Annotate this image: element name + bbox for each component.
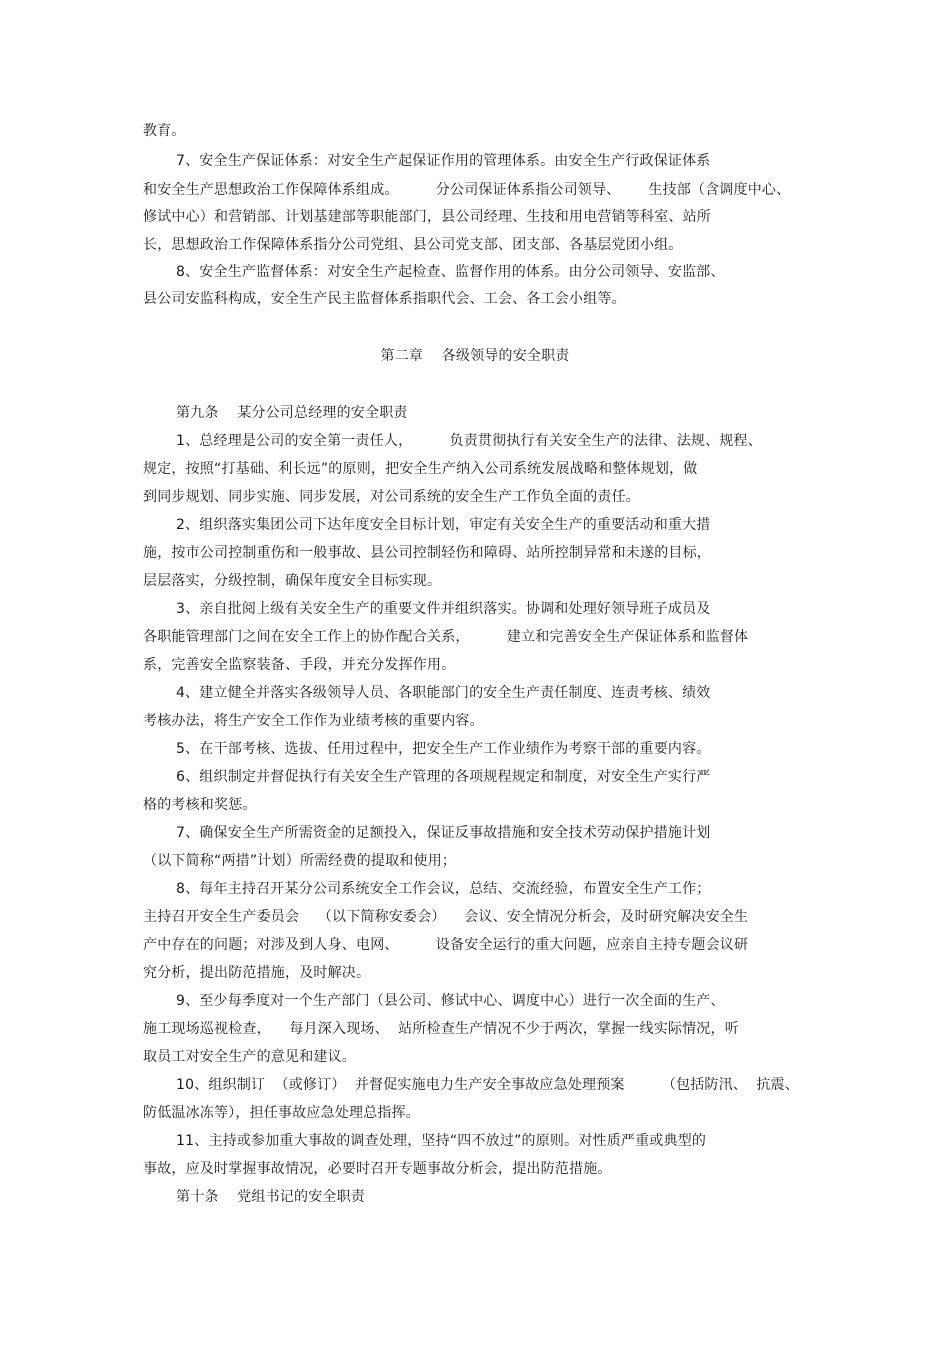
text-line: 11、主持或参加重大事故的调查处理，坚持“四不放过”的原则。对性质严重或典型的	[176, 1133, 707, 1149]
text-line: 产中存在的问题；对涉及到人身、电网、 设备安全运行的重大问题，应亲自主持专题会议研	[143, 937, 749, 953]
text-line: 考核办法，将生产安全工作作为业绩考核的重要内容。	[143, 713, 484, 729]
text-line: 施，按市公司控制重伤和一般事故、县公司控制轻伤和障碍、站所控制异常和未遂的目标，	[143, 545, 711, 561]
text-line: 究分析，提出防范措施，及时解决。	[143, 965, 371, 981]
article-title: 第十条 党组书记的安全职责	[176, 1189, 365, 1205]
text-line: 10、组织制订 （或修订） 并督促实施电力生产安全事故应急处理预案 （包括防汛、 抗震、	[176, 1077, 799, 1093]
text-line: 取员工对安全生产的意见和建议。	[143, 1049, 356, 1065]
text-line: 防低温冰冻等），担任事故应急处理总指挥。	[143, 1105, 420, 1121]
text-line: 事故，应及时掌握事故情况，必要时召开专题事故分析会，提出防范措施。	[143, 1161, 612, 1177]
text-line: 3、亲自批阅上级有关安全生产的重要文件并组织落实。协调和处理好领导班子成员及	[176, 601, 711, 617]
text-line: 到同步规划、同步实施、同步发展，对公司系统的安全生产工作负全面的责任。	[143, 489, 640, 505]
text-line: 6、组织制定并督促执行有关安全生产管理的各项规程规定和制度，对安全生产实行严	[176, 769, 711, 785]
text-line: 格的考核和奖惩。	[143, 797, 257, 813]
text-line: 7、确保安全生产所需资金的足额投入，保证反事故措施和安全技术劳动保护措施计划	[176, 825, 711, 841]
text-line: 5、在干部考核、选拔、任用过程中，把安全生产工作业绩作为考察干部的重要内容。	[176, 741, 711, 757]
text-line: 修试中心）和营销部、计划基建部等职能部门，县公司经理、生技和用电营销等科室、站所	[143, 209, 711, 225]
text-line: 主持召开安全生产委员会 （以下简称安委会） 会议、安全情况分析会，及时研究解决安全生	[143, 909, 749, 925]
text-line: 长，思想政治工作保障体系指分公司党组、县公司党支部、团支部、各基层党团小组。	[143, 237, 683, 253]
text-line: 规定，按照“打基础、利长远”的原则，把安全生产纳入公司系统发展战略和整体规划，做	[143, 461, 698, 477]
text-line: 系，完善安全监察装备、手段，并充分发挥作用。	[143, 657, 456, 673]
text-line: 8、安全生产监督体系：对安全生产起检查、监督作用的体系。由分公司领导、安监部、	[176, 264, 725, 280]
text-line: 施工现场巡视检查， 每月深入现场、 站所检查生产情况不少于两次，掌握一线实际情况，听	[143, 1021, 739, 1037]
text-line: 各职能管理部门之间在安全工作上的协作配合关系， 建立和完善安全生产保证体系和监督体	[143, 629, 749, 645]
text-line: 层层落实，分级控制，确保年度安全目标实现。	[143, 573, 442, 589]
text-line: 1、总经理是公司的安全第一责任人， 负责贯彻执行有关安全生产的法律、法规、规程、	[176, 433, 762, 449]
chapter-title: 第二章 各级领导的安全职责	[380, 348, 570, 364]
text-line: 县公司安监科构成，安全生产民主监督体系指职代会、工会、各工会小组等。	[143, 291, 626, 307]
text-line: 2、组织落实集团公司下达年度安全目标计划，审定有关安全生产的重要活动和重大措	[176, 517, 711, 533]
text-line: 9、至少每季度对一个生产部门（县公司、修试中心、调度中心）进行一次全面的生产、	[176, 993, 725, 1009]
text-line: 4、建立健全并落实各级领导人员、各职能部门的安全生产责任制度、连责考核、绩效	[176, 685, 711, 701]
text-line: 和安全生产思想政治工作保障体系组成。 分公司保证体系指公司领导、 生技部（含调度中心、	[143, 182, 791, 198]
article-title: 第九条 某分公司总经理的安全职责	[176, 405, 408, 421]
text-line: 8、每年主持召开某分公司系统安全工作会议，总结、交流经验，布置安全生产工作；	[176, 881, 711, 897]
text-line: 教育。	[143, 123, 186, 139]
text-line: 7、安全生产保证体系：对安全生产起保证作用的管理体系。由安全生产行政保证体系	[176, 153, 711, 169]
text-line: （以下简称“两措”计划）所需经费的提取和使用；	[143, 853, 457, 869]
